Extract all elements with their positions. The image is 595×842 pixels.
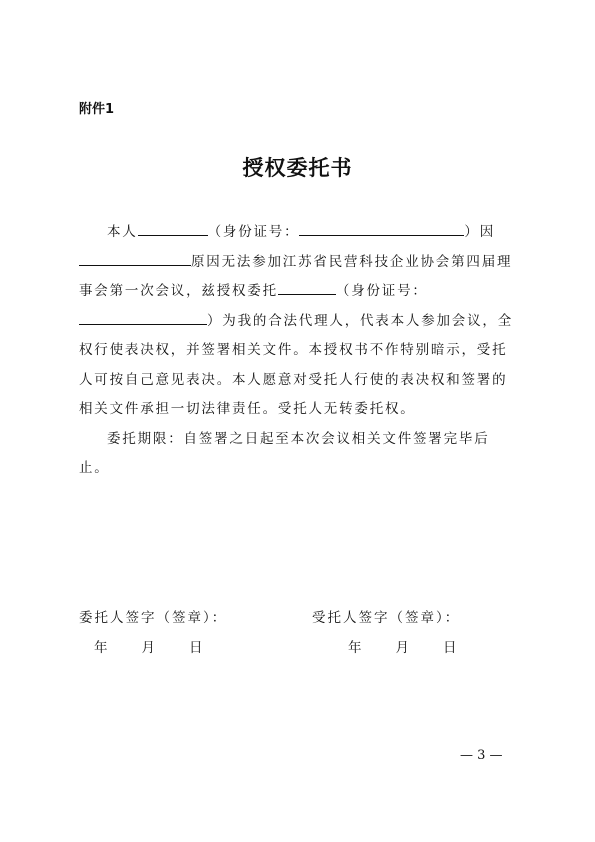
year-label: 年 xyxy=(348,640,362,656)
agent-name-blank[interactable] xyxy=(278,279,336,295)
month-label: 月 xyxy=(395,640,409,656)
text-id-label-1: （身份证号： xyxy=(207,224,300,240)
day-label: 日 xyxy=(443,640,457,656)
agent-signature-label: 受托人签字（签章）： xyxy=(312,610,461,626)
document-title: 授权委托书 xyxy=(242,155,353,180)
month-label: 月 xyxy=(141,640,155,656)
principal-name-blank[interactable] xyxy=(138,220,208,236)
text-self: 本人 xyxy=(107,224,138,240)
agent-date xyxy=(348,636,457,656)
term-paragraph: 委托期限：自签署之日起至本次会议相关文件签署完毕后止。 xyxy=(79,430,490,476)
authorization-paragraph xyxy=(79,218,519,425)
day-label: 日 xyxy=(189,640,203,656)
text-id-label-2: （身份证号： xyxy=(335,283,428,299)
text-because: ）因 xyxy=(464,224,496,240)
agent-id-blank[interactable] xyxy=(79,309,207,325)
principal-signature-label: 委托人签字（签章）： xyxy=(79,610,228,626)
year-label: 年 xyxy=(94,640,108,656)
principal-date xyxy=(94,636,203,656)
principal-id-blank[interactable] xyxy=(299,220,464,236)
reason-blank[interactable] xyxy=(79,250,191,266)
text-reason-body: 原因无法参加江苏省民营科技企业协会第四届理事会第一次会议，兹授权委托 xyxy=(79,253,513,299)
document-body xyxy=(79,218,519,484)
text-authorization-body: ）为我的合法代理人，代表本人参加会议，全权行使表决权，并签署相关文件。本授权书不作特别暗示，受托人可按自己意见表决。本人愿意对受托人行使的表决权和签署的相关文件承担一切法律责任。受托人无转委托权。 xyxy=(79,312,513,417)
attachment-label: 附件1 xyxy=(79,102,115,117)
page-number: — 3 — xyxy=(460,748,503,763)
